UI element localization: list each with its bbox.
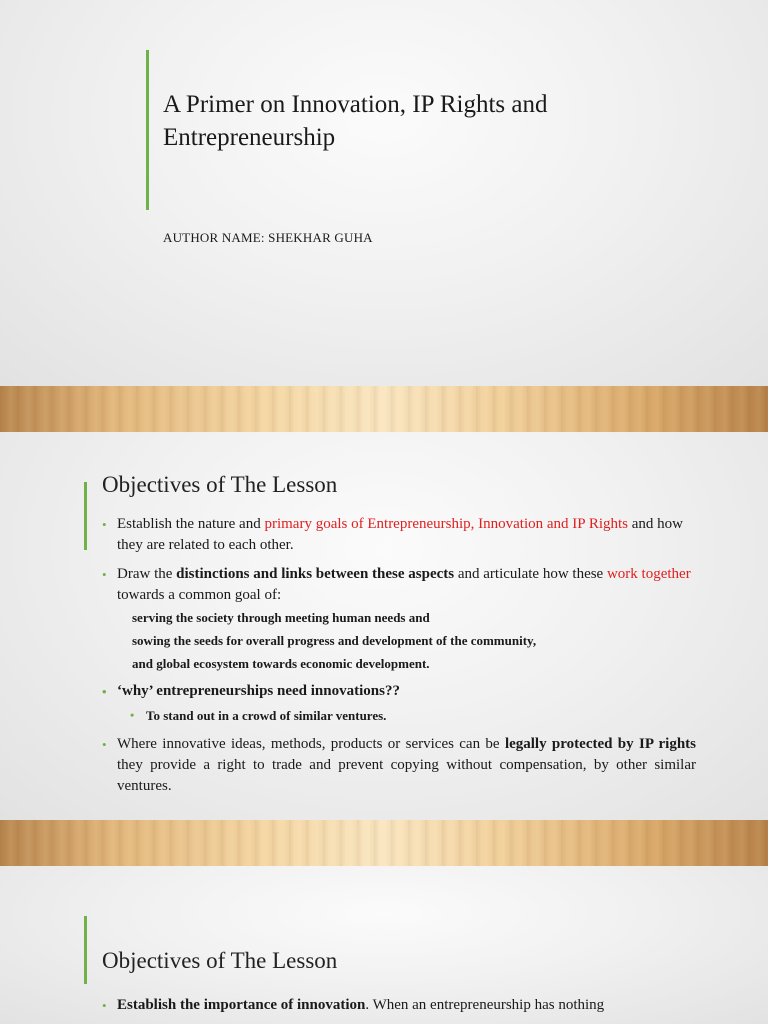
bullet-text: and how they are related to each other.: [117, 516, 684, 553]
slide-body: [100, 995, 696, 1016]
sub-line: and global ecosystem towards economic development.: [132, 656, 430, 671]
bullet-text: towards a common goal of:: [117, 587, 282, 603]
wood-divider: [0, 386, 768, 432]
accent-bar: [146, 50, 149, 210]
bullet-item: [100, 514, 696, 556]
bullet-text: Where innovative ideas, methods, products or services can be: [117, 736, 505, 752]
highlight-text: primary goals of Entrepreneurship, Innovation and IP Rights: [264, 516, 629, 532]
bullet-item: [100, 734, 696, 797]
bullet-item: [100, 564, 696, 606]
accent-bar: [84, 916, 87, 984]
bullet-text: and articulate how these: [454, 566, 607, 582]
slide-heading: Objectives of The Lesson: [102, 948, 338, 973]
accent-bar: [84, 482, 87, 550]
sub-bullet-item: • To stand out in a crowd of similar ventures.: [100, 705, 696, 726]
bullet-text: Establish the nature and: [117, 516, 265, 532]
bullet-text: Draw the: [117, 566, 177, 582]
bold-text: legally protected by IP rights: [504, 736, 697, 752]
presentation-title: A Primer on Innovation, IP Rights and Entrepreneurship: [163, 91, 548, 151]
wood-divider: [0, 820, 768, 866]
highlight-text: work together: [606, 566, 691, 582]
sub-line: serving the society through meeting human needs and: [132, 610, 430, 625]
slide-heading: Objectives of The Lesson: [102, 472, 338, 497]
objectives-slide-1: [0, 432, 768, 820]
bullet-text: . When an entrepreneurship has nothing: [365, 997, 605, 1013]
bullet-item: [100, 995, 696, 1016]
bold-text: Establish the importance of innovation: [117, 997, 366, 1013]
bullet-text: they provide a right to trade and prevent copying without compensation, by other similar ventures.: [117, 757, 696, 794]
sub-line: sowing the seeds for overall progress and development of the community,: [132, 633, 537, 648]
author-name: AUTHOR NAME: SHEKHAR GUHA: [163, 230, 373, 245]
bullet-item: • ‘why’ entrepreneurships need innovations??: [100, 681, 696, 702]
objectives-slide-2: [0, 866, 768, 1024]
slide-body: [100, 514, 696, 797]
title-slide: [0, 0, 768, 386]
bold-text: distinctions and links between these aspects: [176, 566, 455, 582]
